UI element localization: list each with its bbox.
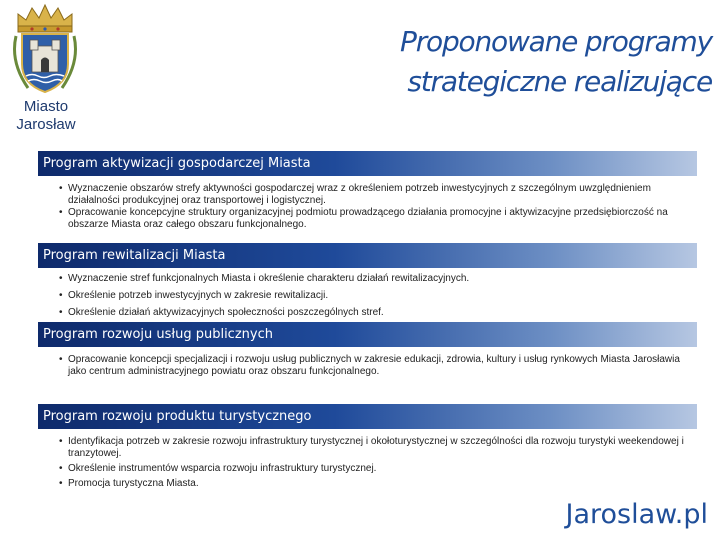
program-list-economic bbox=[58, 183, 698, 231]
city-line-2: Jarosław bbox=[16, 116, 76, 133]
page-title-line-1: Proponowane programy bbox=[400, 25, 712, 58]
list-item: • Promocja turystyczna Miasta. bbox=[58, 478, 698, 490]
program-list-tourism bbox=[58, 436, 698, 490]
list-item: • Opracowanie koncepcyjne struktury organizacyjnej podmiotu prowadzącego działania promocyjne i aktywizacyjne przedsiębiorczość na obszarze Miasta oraz całego obszaru funkcjonalnego. bbox=[58, 207, 698, 231]
list-item: • Wyznaczenie obszarów strefy aktywności gospodarczej wraz z określeniem potrzeb inwestycyjnych z szczególnym uwzględnieniem działalności produkcyjnej oraz transportowej i logistycznej. bbox=[58, 183, 698, 207]
list-item: • Określenie potrzeb inwestycyjnych w zakresie rewitalizacji. bbox=[58, 290, 698, 302]
city-name-label bbox=[0, 98, 92, 134]
program-header-revitalization: Program rewitalizacji Miasta bbox=[38, 243, 697, 268]
program-header-economic: Program aktywizacji gospodarczej Miasta bbox=[38, 151, 697, 176]
list-item: • Opracowanie koncepcji specjalizacji i rozwoju usług publicznych w zakresie edukacji, zdrowia, kultury i usług rynkowych Miasta Jarosławia jako centrum administracyjnego powiatu oraz obszaru funkcjonalnego. bbox=[58, 354, 698, 378]
list-item: • Wyznaczenie stref funkcjonalnych Miasta i określenie charakteru działań rewitalizacyjnych. bbox=[58, 273, 698, 285]
page-title-line-2: strategiczne realizujące bbox=[407, 65, 712, 98]
program-header-public-services: Program rozwoju usług publicznych bbox=[38, 322, 697, 347]
program-list-revitalization bbox=[58, 273, 698, 319]
city-line-1: Miasto bbox=[23, 98, 69, 115]
list-item: • Określenie działań aktywizacyjnych społeczności poszczególnych stref. bbox=[58, 307, 698, 319]
footer-brand-link[interactable]: Jaroslaw.pl bbox=[565, 499, 708, 530]
program-header-tourism: Program rozwoju produktu turystycznego bbox=[38, 404, 697, 429]
list-item: • Identyfikacja potrzeb w zakresie rozwoju infrastruktury turystycznej i okołoturystycznej w szczególności dla rozwoju turystyki weekendowej i tranzytowej. bbox=[58, 436, 698, 460]
list-item: • Określenie instrumentów wsparcia rozwoju infrastruktury turystycznej. bbox=[58, 463, 698, 475]
coat-of-arms-logo bbox=[10, 2, 80, 94]
page-title bbox=[300, 22, 712, 102]
program-list-public-services bbox=[58, 354, 698, 378]
